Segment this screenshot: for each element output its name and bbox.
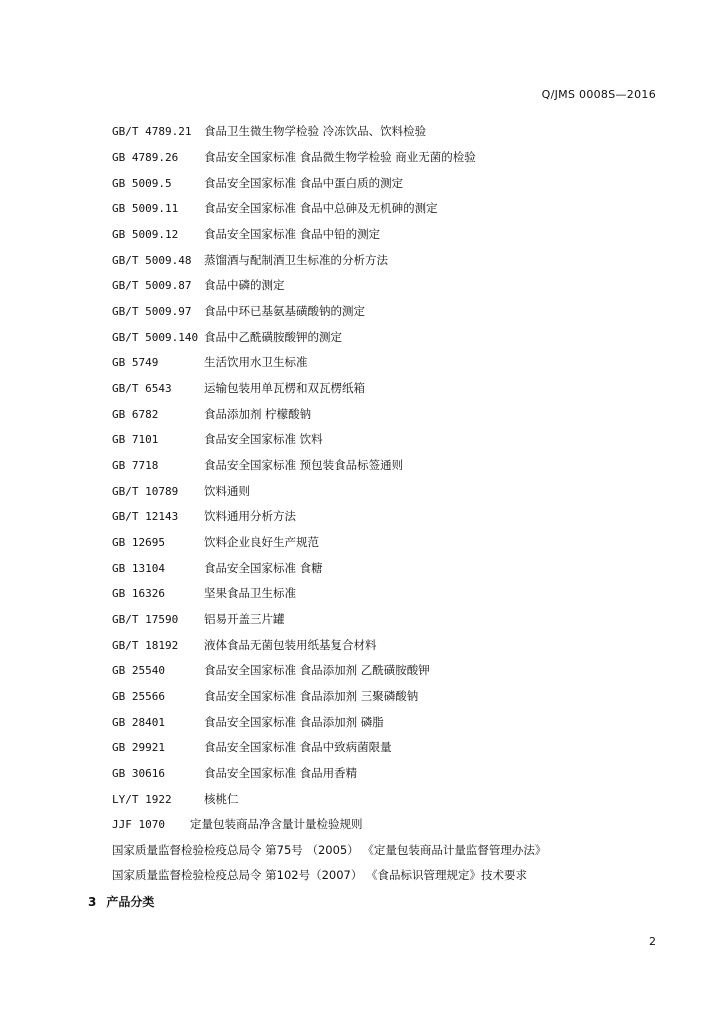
- reference-item: [112, 407, 311, 422]
- reference-title: 食品中磷的测定: [204, 278, 285, 292]
- page-number: 2: [649, 935, 656, 948]
- regulation-note: 国家质量监督检验检疫总局令 第75号 （2005） 《定量包装商品计量监督管理办法》: [112, 843, 547, 857]
- reference-code: GB/T 5009.97: [112, 305, 192, 318]
- reference-title: 定量包装商品净含量计量检验规则: [190, 817, 363, 831]
- reference-code: GB 29921: [112, 741, 165, 754]
- reference-code: GB/T 5009.87: [112, 279, 192, 292]
- reference-title: 食品卫生微生物学检验 冷冻饮品、饮料检验: [204, 124, 427, 138]
- reference-code: GB 13104: [112, 562, 165, 575]
- reference-item: [112, 432, 323, 447]
- reference-code: GB 6782: [112, 408, 159, 421]
- reference-code: GB 7101: [112, 433, 159, 446]
- reference-item: [112, 715, 384, 730]
- reference-code: GB/T 4789.21: [112, 125, 192, 138]
- reference-title: 饮料通用分析方法: [204, 509, 296, 523]
- standard-code: Q/JMS 0008S—2016: [541, 88, 656, 101]
- reference-title: 食品安全国家标准 预包装食品标签通则: [204, 458, 404, 472]
- reference-title: 食品安全国家标准 食品中总砷及无机砷的测定: [204, 201, 438, 215]
- reference-code: GB 5009.11: [112, 202, 179, 215]
- reference-code: GB 16326: [112, 587, 165, 600]
- reference-title: 食品安全国家标准 食品微生物学检验 商业无菌的检验: [204, 150, 476, 164]
- reference-code: GB 28401: [112, 716, 165, 729]
- reference-code: GB/T 10789: [112, 485, 179, 498]
- reference-item: [112, 278, 285, 293]
- reference-code: LY/T 1922: [112, 793, 172, 806]
- reference-code: GB 25540: [112, 664, 165, 677]
- reference-item: [112, 535, 319, 550]
- section-title: 产品分类: [106, 895, 155, 909]
- reference-title: 食品安全国家标准 食品用香精: [204, 766, 358, 780]
- reference-item: [112, 355, 308, 370]
- reference-title: 坚果食品卫生标准: [204, 586, 296, 600]
- reference-item: [112, 612, 285, 627]
- reference-title: 核桃仁: [204, 792, 239, 806]
- reference-item-jjf: [112, 817, 363, 832]
- reference-title: 食品安全国家标准 食品添加剂 乙酰磺胺酸钾: [204, 663, 430, 677]
- reference-item: [112, 381, 365, 396]
- reference-title: 食品添加剂 柠檬酸钠: [204, 407, 312, 421]
- reference-code: GB/T 5009.140: [112, 331, 199, 344]
- reference-item: [112, 586, 296, 601]
- regulation-note: 国家质量监督检验检疫总局令 第102号（2007） 《食品标识管理规定》技术要求: [112, 868, 528, 882]
- reference-item: [112, 561, 323, 576]
- reference-item: [112, 689, 418, 704]
- reference-title: 食品安全国家标准 食品中致病菌限量: [204, 740, 392, 754]
- reference-title: 液体食品无菌包装用纸基复合材料: [204, 638, 377, 652]
- reference-item: [112, 227, 380, 242]
- reference-title: 铝易开盖三片罐: [204, 612, 285, 626]
- reference-item: [112, 638, 377, 653]
- reference-item: [112, 663, 430, 678]
- reference-item: [112, 124, 426, 139]
- reference-item: [112, 792, 239, 807]
- reference-item: [112, 330, 342, 345]
- reference-item: [112, 509, 296, 524]
- reference-code: GB 30616: [112, 767, 165, 780]
- reference-title: 饮料企业良好生产规范: [204, 535, 319, 549]
- reference-item: [112, 176, 403, 191]
- reference-title: 食品安全国家标准 食品添加剂 磷脂: [204, 715, 384, 729]
- section-heading: [88, 893, 154, 910]
- reference-code: GB 4789.26: [112, 151, 179, 164]
- reference-title: 食品安全国家标准 饮料: [204, 432, 323, 446]
- section-number: 3: [88, 895, 97, 909]
- reference-item: [112, 766, 357, 781]
- reference-item: [112, 201, 438, 216]
- reference-code: GB/T 17590: [112, 613, 179, 626]
- reference-code: GB 5749: [112, 356, 159, 369]
- reference-title: 食品安全国家标准 食品中蛋白质的测定: [204, 176, 404, 190]
- reference-title: 生活饮用水卫生标准: [204, 355, 308, 369]
- reference-title: 食品安全国家标准 食糖: [204, 561, 323, 575]
- reference-title: 运输包装用单瓦楞和双瓦楞纸箱: [204, 381, 365, 395]
- reference-code: GB 25566: [112, 690, 165, 703]
- reference-item: [112, 304, 365, 319]
- reference-code: GB/T 18192: [112, 639, 179, 652]
- reference-item: [112, 458, 403, 473]
- reference-code: GB 12695: [112, 536, 165, 549]
- reference-title: 食品安全国家标准 食品添加剂 三聚磷酸钠: [204, 689, 419, 703]
- reference-code: GB 5009.5: [112, 177, 172, 190]
- reference-code: JJF 1070: [112, 818, 165, 831]
- reference-title: 食品中环已基氨基磺酸钠的测定: [204, 304, 365, 318]
- reference-item: [112, 150, 476, 165]
- reference-item: [112, 484, 250, 499]
- reference-code: GB/T 5009.48: [112, 254, 192, 267]
- reference-code: GB 5009.12: [112, 228, 179, 241]
- reference-item: [112, 253, 388, 268]
- reference-title: 饮料通则: [204, 484, 250, 498]
- reference-code: GB/T 6543: [112, 382, 172, 395]
- reference-title: 食品中乙酰磺胺酸钾的测定: [204, 330, 342, 344]
- reference-code: GB/T 12143: [112, 510, 179, 523]
- reference-item: [112, 740, 392, 755]
- reference-code: GB 7718: [112, 459, 159, 472]
- reference-title: 食品安全国家标准 食品中铅的测定: [204, 227, 381, 241]
- reference-title: 蒸馏酒与配制酒卫生标准的分析方法: [204, 253, 388, 267]
